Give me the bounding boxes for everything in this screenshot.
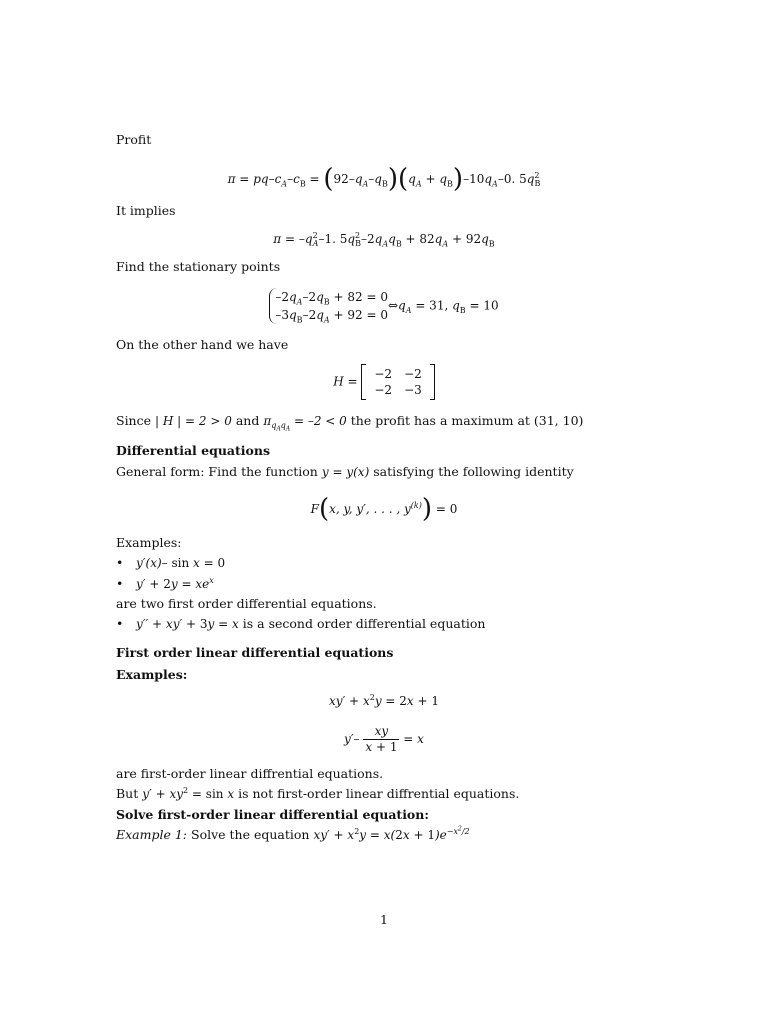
example-equation-1: $xy' + x^2y = 2x + 1$ — [328, 693, 440, 708]
since-tail: the profit has a maximum at (31, 10) — [350, 413, 584, 428]
list-item: • $y' + 2y = xe^x$ — [116, 576, 214, 591]
second-order-text: is a second order differential equation — [242, 616, 486, 631]
matrix-cell: −3 — [404, 383, 422, 397]
two-first-order-text: are two first order differential equations. — [116, 596, 377, 611]
example-1-label: Example 1: — [116, 827, 188, 842]
stationary-points-label: Find the stationary points — [116, 259, 281, 274]
page-number: 1 — [380, 912, 388, 927]
since-word: Since — [116, 413, 152, 428]
examples-bold-label: Examples: — [116, 667, 188, 682]
example-1-line: Example 1: Solve the equation $xy' + x^2y = x(2x + 1)e^{-x^2/2}$ — [116, 825, 470, 842]
section-heading: Solve first-order linear differential equation: — [116, 807, 429, 822]
example-equation-2: y′– $\frac{xy}{x + 1}$ = x — [344, 724, 424, 754]
matrix-block — [361, 364, 434, 400]
example-1-text: Solve the equation — [191, 827, 310, 842]
but-prefix: But — [116, 786, 139, 801]
profit-label: Profit — [116, 132, 152, 147]
general-form-line: General form: Find the function y = y(x) satisfying the following identity — [116, 464, 574, 479]
hessian-matrix: H = −2 −2 −2 −3 — [0, 364, 768, 400]
other-hand-label: On the other hand we have — [116, 337, 289, 352]
first-order-text: are first-order linear diffrential equations. — [116, 766, 384, 781]
general-form-text: General form: Find the function — [116, 464, 318, 479]
examples-label: Examples: — [116, 535, 182, 550]
matrix-cell: −2 — [404, 367, 422, 381]
general-form-end: satisfying the following identity — [373, 464, 574, 479]
matrix-cell: −2 — [374, 383, 393, 397]
but-line: But $y' + xy^2 = \sin x$ is not first-order linear diffrential equations. — [116, 786, 520, 801]
section-heading: Differential equations — [116, 443, 271, 458]
stationary-system: $-2q_A-2q_B + 82 = 0$ $-3q_B-2q_A + 92$ = $0\Leftrightarrow q_A = 31$, $q_B = 10$ — [0, 288, 768, 324]
and-word: and — [235, 413, 260, 428]
since-line: Since | H | = 2 > 0 and $\pi_{q_Aq_A} = -2 < 0$ the profit has a maximum at (31, 10) — [116, 413, 584, 433]
list-item: • y′(x)– sin x = 0 — [116, 555, 226, 570]
matrix-cell: −2 — [374, 367, 393, 381]
but-suffix: is not first-order linear diffrential equations. — [238, 786, 520, 801]
general-form-equation: F(x, y, y′, . . . , $y^{(k)}) = 0$ — [310, 494, 458, 524]
profit-expanded-equation: $\pi = -q^2_A-1$. $5q^2_B-2q_Aq_B + 82q_A + 92q_B$ — [273, 231, 495, 249]
profit-equation: $\pi = pq-c_A-c_B = (92-q_A-q_B)(q_A + q_B)-10q_A-0$. $5q^2_B$ — [227, 164, 541, 194]
section-heading: First order linear differential equations — [116, 645, 394, 660]
it-implies-label: It implies — [116, 203, 176, 218]
list-item: • y′′ + xy′ + 3y = x is a second order differential equation — [116, 616, 486, 631]
